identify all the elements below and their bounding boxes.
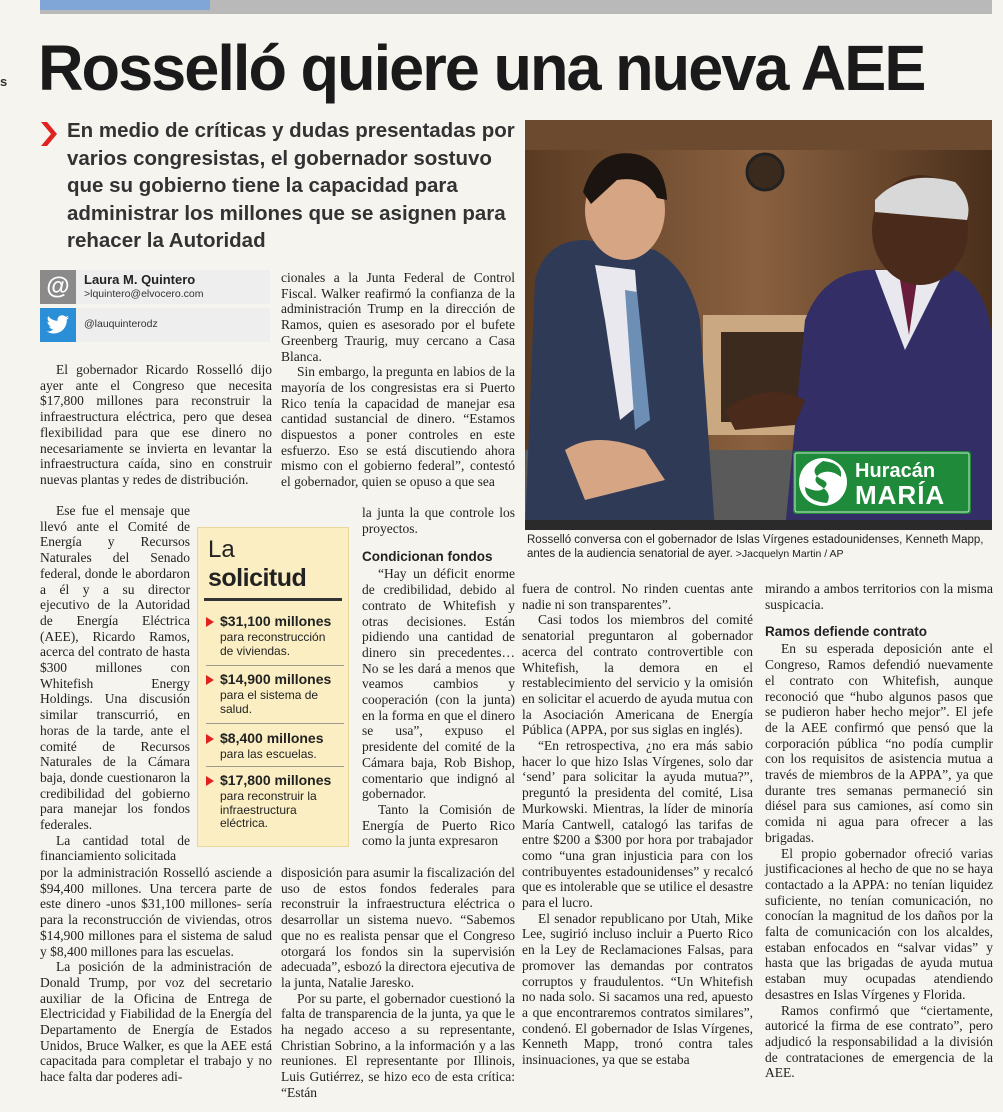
paragraph: por la administración Rosselló asciende a $94,400 millones. Una tercera parte de este dinero -unos $31,100 millones- sería para la reconstrucción de viviendas, otros $14,900 millones para el sistema de salud y $8,400 millones para las escuelas.: [40, 865, 272, 959]
paragraph: fuera de control. No rinden cuentas ante nadie ni son transparentes”.: [522, 581, 753, 612]
logo-text-maria: MARÍA: [855, 480, 946, 510]
deck-arrow-icon: [39, 120, 59, 148]
red-arrow-icon: [206, 675, 214, 685]
huracan-maria-logo: [793, 451, 971, 514]
sidebar-item: [206, 772, 344, 838]
paragraph: disposición para asumir la fiscalización del uso de estos fondos federales para reconstruir la infraestructura eléctrica o desarrollar un sistema nuevo. “Sabemos que no es realista pensar que el Congreso otorgará los fondos sin la supervisión adecuada”, esbozó la directora ejecutiva de la junta, Natalie Jaresko.: [281, 865, 515, 990]
paragraph: la junta la que controle los proyectos.: [362, 505, 515, 536]
sidebar-item: [206, 613, 344, 666]
headline: Rosselló quiere una nueva AEE: [38, 32, 925, 104]
paragraph: Por su parte, el gobernador cuestionó la falta de transparencia de la junta, ya que le ha negado acceso a su representante, Christian Sobrino, a la información y a las reuniones. El representante por Illinois, Luis Gutiérrez, se hizo eco de esta crítica: “Están: [281, 990, 515, 1100]
photo-caption: [527, 533, 992, 561]
sidebar-item: [206, 671, 344, 724]
red-arrow-icon: [206, 734, 214, 744]
sidebar-amount: $8,400 millones: [220, 730, 324, 746]
sidebar-desc: para reconstruir la infraestructura eléctrica.: [220, 789, 317, 830]
sidebar-title-la: La: [208, 536, 235, 563]
sidebar-amount: $31,100 millones: [220, 613, 332, 629]
paragraph: cionales a la Junta Federal de Control Fiscal. Walker reafirmó la confianza de la administración Trump en la dirección de Ramos, quien es asesorado por el bufete Greenberg Traurig, muy cercano a Casa Blanca.: [281, 270, 515, 364]
byline-twitter-row: [40, 308, 270, 342]
paragraph: Casi todos los miembros del comité senatorial preguntaron al gobernador acerca del contrato controvertible con Whitefish, la demora en el restablecimiento del servicio y la omisión en solicitar el acuerdo de ayuda mutua con la Asociación Americana de Energía Pública (APPA, por sus siglas en inglés).: [522, 612, 753, 738]
sidebar-item: [206, 730, 344, 767]
author-email: >lquintero@elvocero.com: [84, 288, 204, 300]
twitter-bird-icon: [40, 308, 76, 342]
paragraph: “En retrospectiva, ¿no era más sabio hacer lo que hizo Islas Vírgenes, solo dar ‘send’ para solicitar la ayuda mutua?”, preguntó la presidenta del comité, Lisa Murkowski. Mientras, la líder de minoría María Cantwell, catalogó las tarifas de entre $200 a $300 por hora por trabajador como “una gran injusticia para con los contribuyentes estadounidenses” y recalcó que es intolerable que se utilice el desastre para el lucro.: [522, 738, 753, 911]
caption-text: Rosselló conversa con el gobernador de Islas Vírgenes estadounidenses, Kenneth Mapp, antes de la audiencia senatorial de ayer.: [527, 534, 984, 560]
sidebar-desc: para el sistema de salud.: [220, 688, 319, 716]
article-column-2a: [281, 270, 515, 490]
photo-credit: >Jacquelyn Martin / AP: [732, 548, 844, 560]
paragraph: El gobernador Ricardo Rosselló dijo ayer ante el Congreso que necesita $17,800 millones para reconstruir la infraestructura eléctrica, pero que desea flexibilidad para que ese dinero no necesariamente se invierta en levantar la infraestructura caída, sino en construir nuevas plantas y redes de distribución.: [40, 362, 272, 487]
sidebar-title-solicitud: solicitud: [208, 564, 307, 592]
huracan-maria-logo-graphic: [793, 451, 971, 514]
sidebar-rule: [204, 598, 342, 601]
article-column-2c: [281, 865, 515, 1101]
paragraph: La posición de la administración de Donald Trump, por voz del secretario auxiliar de la Oficina de Entrega de Electricidad y Fiabilidad de la Energía del Departamento de Energía de Estados Unidos, Bruce Walker, es que la AEE está capacitada para completar el trabajo y no hace falta dar poderes adi-: [40, 959, 272, 1085]
red-arrow-icon: [206, 776, 214, 786]
paragraph: La cantidad total de financiamiento solicitada: [40, 832, 190, 864]
byline-author-row: [40, 270, 270, 304]
sidebar-amount: $14,900 millones: [220, 671, 332, 687]
article-column-2b: [362, 505, 515, 849]
paragraph: Ese fue el mensaje que llevó ante el Comité de Energía y Recursos Naturales del Senado federal, donde le abordaron a él y a su director ejecutivo de la Autoridad de Energía Eléctrica (AEE), Ricardo Ramos, acerca del contrato de hasta $300 millones con Whitefish Energy Holdings. Una discusión similar transcurrió, en horas de la tarde, ante el comité de Recursos Naturales de la Cámara baja, donde cuestionaron la credibilidad del gobierno para manejar los fondos federales.: [40, 503, 190, 833]
article-column-3: [522, 581, 753, 1068]
sidebar-amount: $17,800 millones: [220, 772, 332, 788]
article-column-1b: [40, 503, 190, 864]
subheadline-deck: En medio de críticas y dudas presentadas por varios congresistas, el gobernador sostuvo que su gobierno tiene la capacidad para administrar los millones que se asignen para rehacer la Autoridad: [67, 119, 515, 252]
logo-text-huracan: Huracán: [855, 460, 936, 482]
paragraph: “Hay un déficit enorme de credibilidad, debido al contrato de Whitefish y otras decisiones. Están pidiendo una cantidad de dinero sin precedentes… No se les dará a menos que veamos cambios y cooperación (con la junta) en la forma en que el dinero se usa”, expuso el presidente del comité de la Cámara baja, Rob Bishop, comentario que indignó al gobernador.: [362, 566, 515, 802]
paragraph: Sin embargo, la pregunta en labios de la mayoría de los congresistas era si Puerto Rico tenía la capacidad de manejar esa cantidad sustancial de dinero. “Estamos dispuestos a poner controles en este esfuerzo. Eso se está discutiendo ahora mismo con el gobierno federal”, contestó el gobernador, quien se opuso a que sea: [281, 364, 515, 490]
article-column-1c: [40, 865, 272, 1085]
paragraph: El propio gobernador ofreció varias justificaciones al hecho de que no se haya contactado a la APPA: no tenían liquidez suficiente, no tenían comunicación, no conocían la magnitud de los daños por la falta de comunicación con los alcaldes, estaban enfocados en “salvar vidas” y hasta que las brigadas de ayuda mutua estaban muy ocupadas atendiendo desastres en Islas Vírgenes y Florida.: [765, 845, 993, 1002]
paragraph: En su esperada deposición ante el Congreso, Ramos defendió nuevamente el contrato con Whitefish, aunque reconoció que “hubo algunos pasos que se pudieron haber hecho mejor”. El jefe de la AEE confirmó que pensó que la corporación pública “no podía cumplir con los requisitos de asistencia mutua a través de miembros de la APPA”, ya que durante tres semanas permaneció sin diésel para sus camiones, así como sin comida ni agua para ofrecer a las brigadas.: [765, 641, 993, 845]
byline: [40, 270, 270, 344]
paragraph: Tanto la Comisión de Energía de Puerto Rico como la junta expresaron: [362, 801, 515, 849]
author-name: Laura M. Quintero: [84, 272, 196, 287]
sidebar-desc: para las escuelas.: [220, 747, 317, 761]
sidebar-desc: para reconstrucción de viviendas.: [220, 630, 326, 658]
article-column-1a: [40, 362, 272, 488]
subhead-condicionan-fondos: Condicionan fondos: [362, 549, 493, 565]
sidebar-la-solicitud: [197, 527, 349, 847]
paragraph: mirando a ambos territorios con la misma suspicacia.: [765, 581, 993, 612]
red-arrow-icon: [206, 617, 214, 627]
paragraph: Ramos confirmó que “ciertamente, autoricé la firma de ese contrato”, pero adjudicó la responsabilidad a la división de contrataciones de emergencia de la AEE.: [765, 1002, 993, 1081]
paragraph: El senador republicano por Utah, Mike Lee, sugirió incluso incluir a Puerto Rico en la Ley de Reclamaciones Falsas, para promover las demandas por contratos corruptos y fraudulentos. “Un Whitefish no nada solo. Si sacamos una red, apuesto a que encontraremos contratos similares”, condenó. El gobernador de Islas Vírgenes, Kenneth Mapp, tronó contra tales insinuaciones, ya que se estaba: [522, 910, 753, 1068]
subhead-ramos-defiende-contrato: Ramos defiende contrato: [765, 624, 928, 640]
at-sign-icon: @: [40, 270, 76, 304]
article-column-4: [765, 581, 993, 1081]
page-edge-letter: s: [0, 74, 8, 89]
top-band-art: [40, 0, 210, 10]
author-twitter-handle: @lauquinterodz: [84, 318, 158, 330]
